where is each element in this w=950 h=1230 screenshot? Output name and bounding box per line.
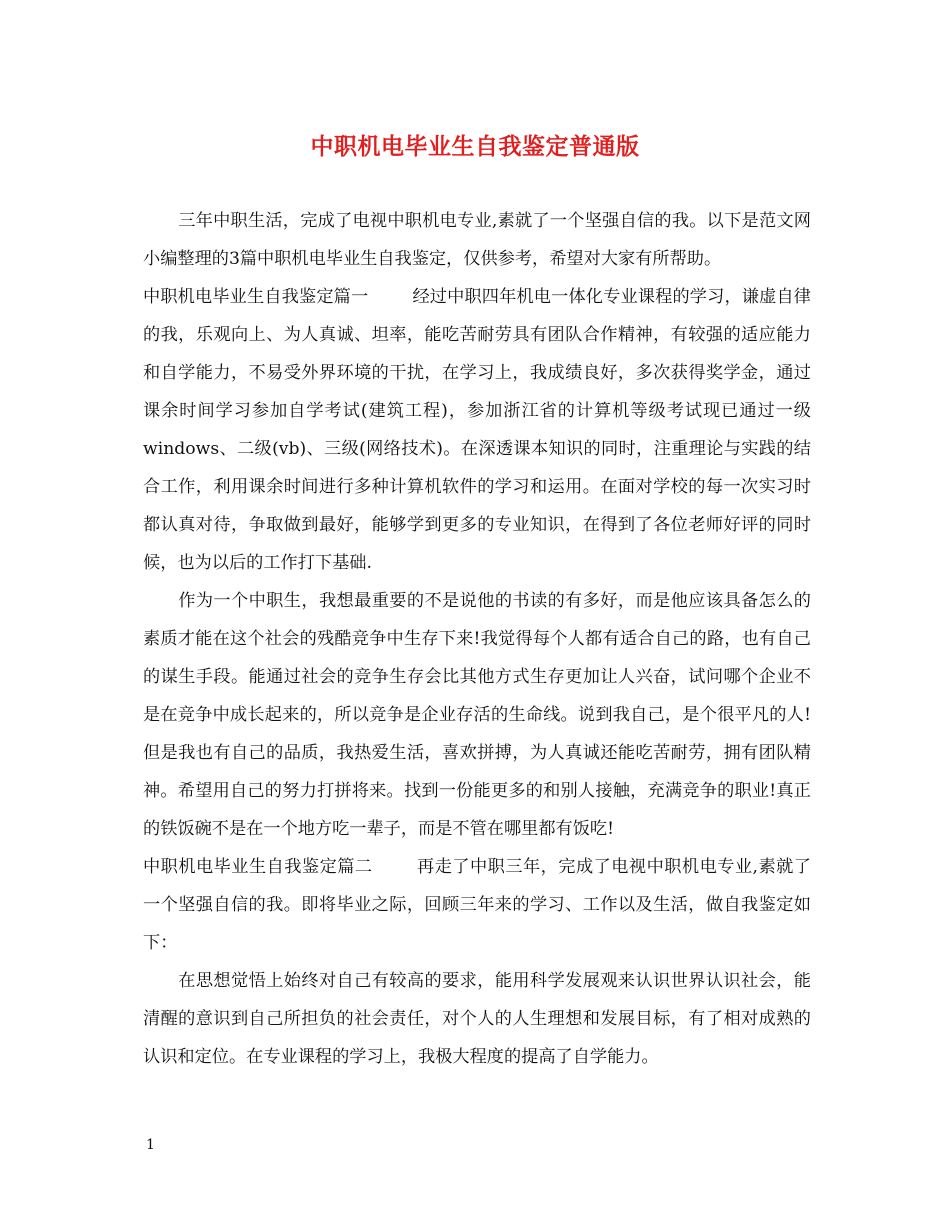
- body-paragraph-3: 在思想觉悟上始终对自己有较高的要求，能用科学发展观来认识世界认识社会，能清醒的意识到自己所担负的社会责任，对个人的人生理想和发展目标，有了相对成熟的认识和定位。在专业课程的学习上，我极大程度的提高了自学能力。: [143, 971, 811, 1067]
- intro-paragraph: 三年中职生活，完成了电视中职机电专业,素就了一个坚强自信的我。以下是范文网小编整理的3篇中职机电毕业生自我鉴定，仅供参考，希望对大家有所帮助。: [143, 211, 811, 269]
- body-paragraph-2: 作为一个中职生，我想最重要的不是说他的书读的有多好，而是他应该具备怎么的素质才能在这个社会的残酷竞争中生存下来!我觉得每个人都有适合自己的路，也有自己的谋生手段。能通过社会的竞争生存会比其他方式生存更加让人兴奋，试问哪个企业不是在竞争中成长起来的，所以竞争是企业存活的生命线。说到我自己，是个很平凡的人!但是我也有自己的品质，我热爱生活，喜欢拼搏，为人真诚还能吃苦耐劳，拥有团队精神。希望用自己的努力打拼将来。找到一份能更多的和别人接触，充满竞争的职业!真正的铁饭碗不是在一个地方吃一辈子，而是不管在哪里都有饭吃!: [143, 591, 811, 839]
- section-1-paragraph: [143, 278, 811, 582]
- section-2-paragraph: [143, 848, 811, 962]
- section-2-heading: 中职机电毕业生自我鉴定篇二: [143, 857, 373, 877]
- page-number: 1: [146, 1137, 155, 1153]
- section-1-heading: 中职机电毕业生自我鉴定篇一: [143, 287, 369, 307]
- section-2-text: 再走了中职三年，完成了电视中职机电专业,素就了一个坚强自信的我。即将毕业之际，回顾三年来的学习、工作以及生活，做自我鉴定如下：: [143, 857, 811, 953]
- document-title: 中职机电毕业生自我鉴定普通版: [310, 133, 640, 160]
- section-1-text: 经过中职四年机电一体化专业课程的学习，谦虚自律的我，乐观向上、为人真诚、坦率，能吃苦耐劳具有团队合作精神，有较强的适应能力和自学能力，不易受外界环境的干扰，在学习上，我成绩良好，多次获得奖学金，通过课余时间学习参加自学考试(建筑工程)，参加浙江省的计算机等级考试现已通过一级windows、二级(vb)、三级(网络技术)。在深透课本知识的同时，注重理论与实践的结合工作，利用课余时间进行多种计算机软件的学习和运用。在面对学校的每一次实习时都认真对待，争取做到最好，能够学到更多的专业知识，在得到了各位老师好评的同时候，也为以后的工作打下基础.: [143, 287, 811, 573]
- document-body: [143, 202, 811, 1076]
